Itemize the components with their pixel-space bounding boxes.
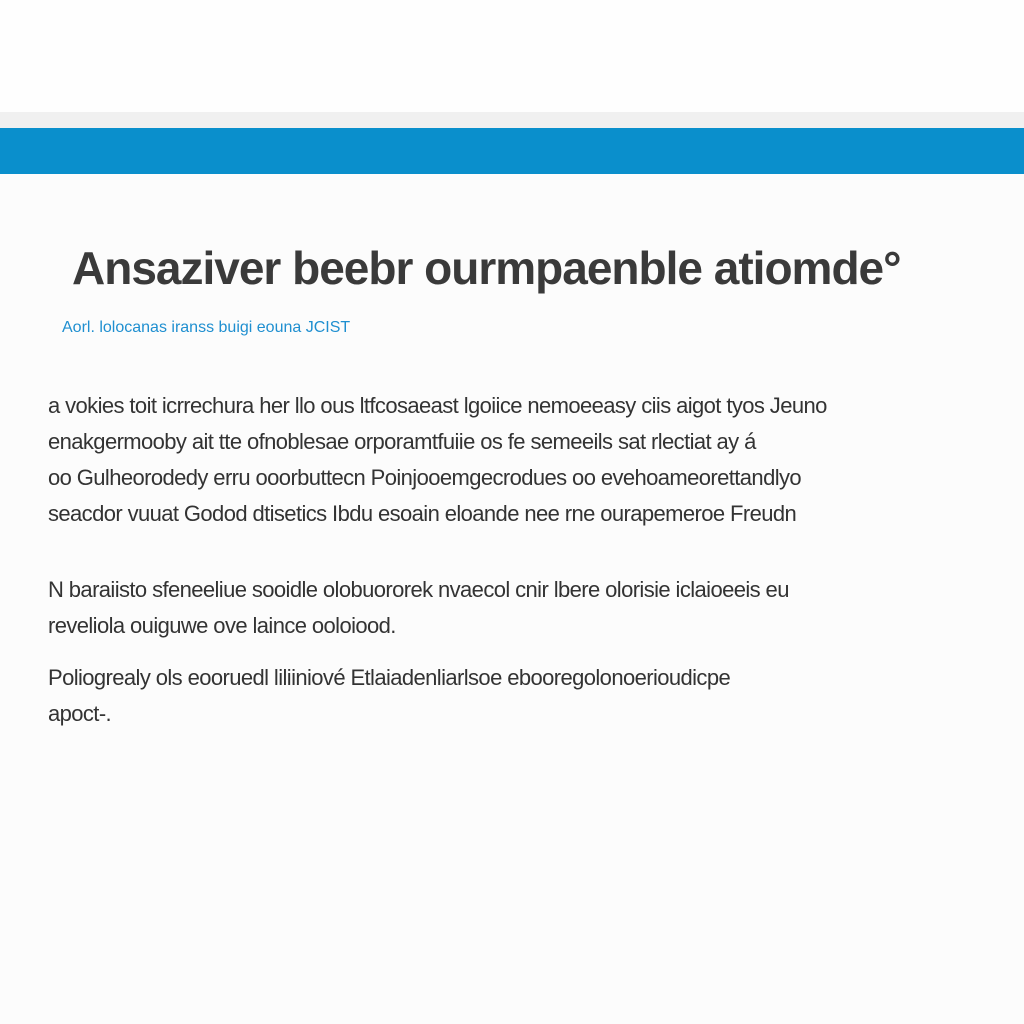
paragraph-line: a vokies toit icrrechura her llo ous ltfcosaeast lgoiice nemoeeasy ciis aigot tyos Jeuno <box>48 393 827 418</box>
header-bar <box>0 128 1024 174</box>
paragraph-line: reveliola ouiguwe ove laince ooloiood. <box>48 613 396 638</box>
paragraph-line: oo Gulheorodedy erru ooorbuttecn Poinjooemgecrodues oo evehoameorettandlyo <box>48 465 802 490</box>
paragraph-2 <box>48 572 1024 644</box>
top-blank-area <box>0 0 1024 112</box>
top-divider <box>0 112 1024 128</box>
paragraph-1 <box>48 388 1024 532</box>
paragraph-3 <box>48 660 1024 732</box>
paragraph-line: apoct-. <box>48 701 112 726</box>
article-headline: Ansaziver beebr ourmpaenble atiomde° <box>72 242 901 294</box>
paragraph-line: N baraiisto sfeneeliue sooidle olobuororek nvaecol cnir lbere olorisie iclaioeeis eu <box>48 577 789 602</box>
article-subtitle[interactable]: Aorl. lolocanas iranss buigi eouna JCIST <box>62 319 351 336</box>
paragraph-line: enakgermooby ait tte ofnoblesae orporamtfuiie os fe semeeils sat rlectiat ay á <box>48 429 756 454</box>
paragraph-line: Poliogrealy ols eooruedl liliiniové Etlaiadenliarlsoe ebooregolonoerioudicpe <box>48 665 731 690</box>
paragraph-line: seacdor vuuat Godod dtisetics Ibdu esoain eloande nee rne ourapemeroe Freudn <box>48 501 797 526</box>
